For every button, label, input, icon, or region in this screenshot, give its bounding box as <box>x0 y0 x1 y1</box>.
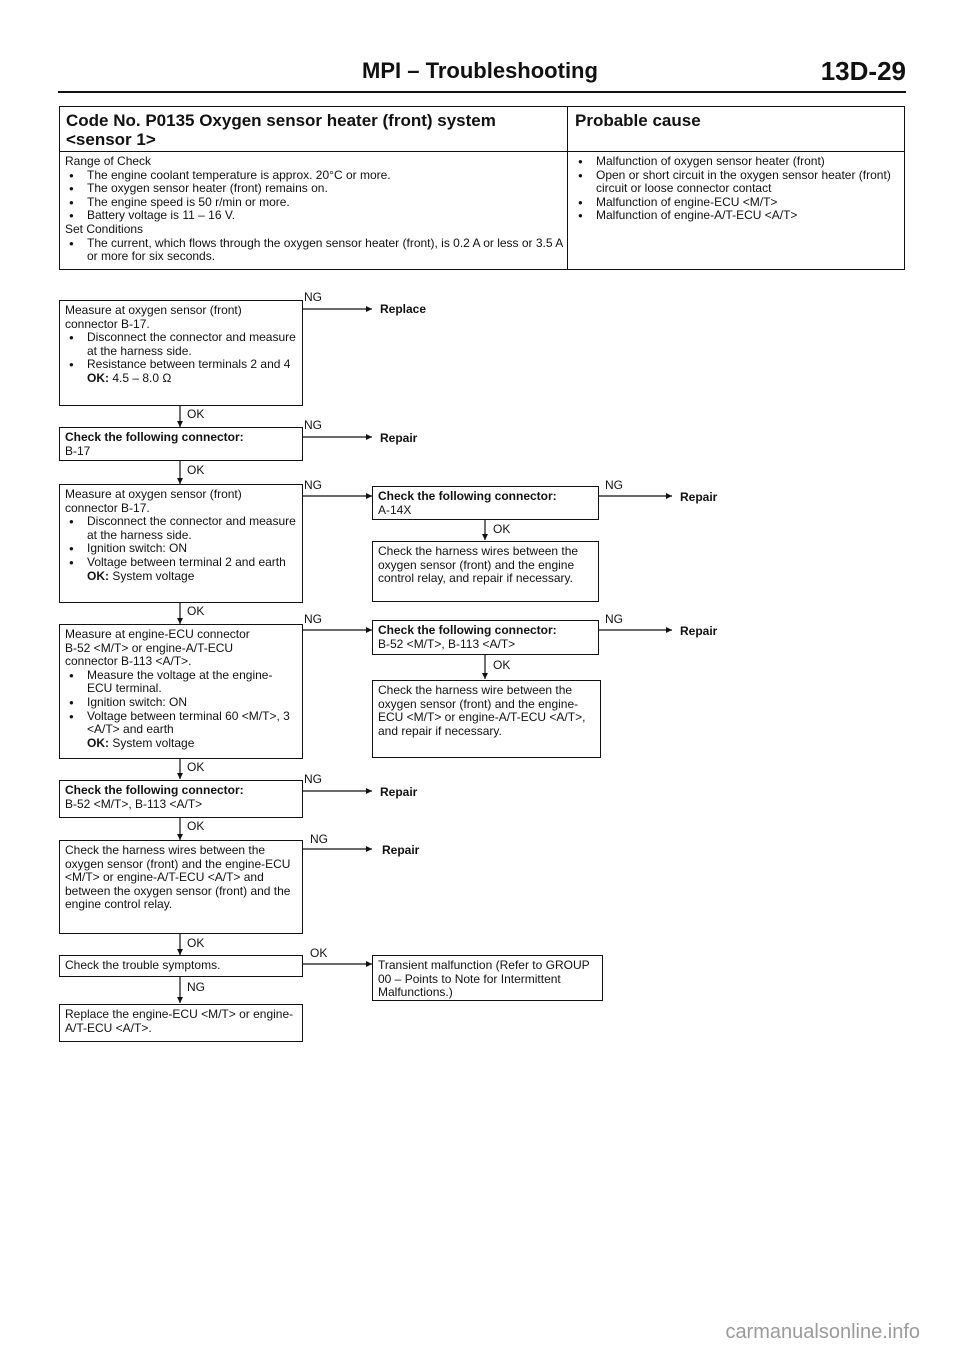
step-bullet: ● Disconnect the connector and measure at the harness side. <box>65 515 297 542</box>
step-measure-engine-ecu-voltage <box>59 624 303 759</box>
step-text: Measure at engine-ECU connector <box>65 627 250 641</box>
action-repair: Repair <box>382 843 420 857</box>
ok-label: OK <box>187 819 205 833</box>
step-text: Check the harness wire between the oxygen sensor (front) and the engine-ECU <M/T> or engine-A/T-ECU <A/T>, and repair if necessary. <box>378 683 586 738</box>
ok-criteria-value: 4.5 – 8.0 Ω <box>112 370 172 385</box>
range-item: ● The oxygen sensor heater (front) remains on. <box>65 182 563 196</box>
step-check-connector-b52-b113-main <box>59 780 303 818</box>
ok-criteria-label: OK: <box>87 370 109 385</box>
ng-label: NG <box>304 290 322 304</box>
step-title: Check the following connector: <box>65 430 244 444</box>
step-value: A-14X <box>378 502 412 517</box>
ng-label: NG <box>304 478 322 492</box>
step-measure-oxygen-sensor-resistance <box>59 300 303 406</box>
ng-label: NG <box>304 612 322 626</box>
range-heading: Range of Check <box>65 154 152 168</box>
step-check-harness-sensor-relay <box>372 541 599 602</box>
step-text: Check the harness wires between the oxygen sensor (front) and the engine-ECU <M/T> or engine-A/T-ECU <A/T> and between the oxygen sensor (front) and the engine control relay. <box>65 843 291 912</box>
step-bullet: ● Disconnect the connector and measure at the harness side. <box>65 331 297 358</box>
step-bullet: ● Measure the voltage at the engine-ECU terminal. <box>65 669 297 696</box>
step-bullet: ● Ignition switch: ON <box>65 696 297 710</box>
step-value: B-17 <box>65 443 91 458</box>
ok-label: OK <box>187 604 205 618</box>
step-title: Check the following connector: <box>65 783 244 797</box>
range-item: ● The engine speed is 50 r/min or more. <box>65 196 563 210</box>
ng-label: NG <box>304 418 322 432</box>
ok-criteria-label: OK: <box>87 568 109 583</box>
step-bullet: ● Voltage between terminal 2 and earth <box>65 556 297 570</box>
step-text: connector B-113 <A/T>. <box>65 654 192 669</box>
step-value: B-52 <M/T>, B-113 <A/T> <box>65 796 203 811</box>
step-title: Check the following connector: <box>378 623 557 637</box>
step-value: B-52 <M/T>, B-113 <A/T> <box>378 636 516 651</box>
step-title: Check the following connector: <box>378 489 557 503</box>
step-text: Check the trouble symptoms. <box>65 958 221 972</box>
ng-label: NG <box>187 980 205 994</box>
step-bullet: ● Resistance between terminals 2 and 4 <box>65 358 297 372</box>
ok-label: OK <box>187 407 205 421</box>
step-text: Replace the engine-ECU <M/T> or engine-A/T-ECU <A/T>. <box>65 1007 294 1035</box>
ok-label: OK <box>310 946 328 960</box>
ng-label: NG <box>304 772 322 786</box>
step-check-connector-b52-b113 <box>372 620 599 655</box>
cause-item: ● Malfunction of engine-A/T-ECU <A/T> <box>574 209 899 223</box>
action-repair: Repair <box>380 785 418 799</box>
step-text: Measure at oxygen sensor (front) <box>65 487 242 501</box>
cause-heading: Probable cause <box>575 111 701 130</box>
step-check-trouble-symptoms <box>59 955 303 977</box>
step-bullet: ● Voltage between terminal 60 <M/T>, 3 <A/T> and earth <box>65 710 297 737</box>
step-replace-ecu <box>59 1004 303 1042</box>
step-measure-oxygen-sensor-voltage <box>59 484 303 603</box>
step-bullet: ● Ignition switch: ON <box>65 542 297 556</box>
page-number: 13D-29 <box>820 56 906 86</box>
step-text: Check the harness wires between the oxygen sensor (front) and the engine control relay, and repair if necessary. <box>378 544 579 586</box>
code-title: Code No. P0135 Oxygen sensor heater (front) system <sensor 1> <box>66 111 496 149</box>
range-item: ● Battery voltage is 11 – 16 V. <box>65 209 563 223</box>
watermark: carmanualsonline.info <box>725 1321 920 1343</box>
ok-label: OK <box>493 658 511 672</box>
step-transient-malfunction <box>372 955 603 1001</box>
range-item: ● The engine coolant temperature is approx. 20°C or more. <box>65 169 563 183</box>
step-check-harness-sensor-ecu <box>372 680 601 758</box>
step-text: connector B-17. <box>65 316 150 331</box>
set-item: ● The current, which flows through the oxygen sensor heater (front), is 0.2 A or less or 3.5 A or more for six seconds. <box>65 237 563 264</box>
step-text: Measure at oxygen sensor (front) <box>65 303 242 317</box>
step-text: Transient malfunction (Refer to GROUP 00 – Points to Note for Intermittent Malfunctions.) <box>378 958 590 1000</box>
ok-label: OK <box>187 936 205 950</box>
ok-criteria-label: OK: <box>87 735 109 750</box>
step-check-harness-sensor-ecu-relay <box>59 840 303 934</box>
action-repair: Repair <box>680 490 718 504</box>
action-replace: Replace <box>380 302 427 316</box>
ok-label: OK <box>493 522 511 536</box>
ok-label: OK <box>187 760 205 774</box>
set-heading: Set Conditions <box>65 221 144 236</box>
ng-label: NG <box>605 478 623 492</box>
ng-label: NG <box>310 832 328 846</box>
action-repair: Repair <box>380 431 418 445</box>
cause-item: ● Malfunction of engine-ECU <M/T> <box>574 196 899 210</box>
step-check-connector-b17 <box>59 427 303 461</box>
ok-criteria-value: System voltage <box>112 568 195 583</box>
step-check-connector-a14x <box>372 486 599 520</box>
ok-criteria-value: System voltage <box>112 735 195 750</box>
action-repair: Repair <box>680 624 718 638</box>
cause-item: ● Malfunction of oxygen sensor heater (front) <box>574 155 899 169</box>
cause-item: ● Open or short circuit in the oxygen sensor heater (front) circuit or loose connector contact <box>574 169 899 196</box>
step-text: B-52 <M/T> or engine-A/T-ECU <box>65 640 234 655</box>
page-title: MPI – Troubleshooting <box>362 58 598 83</box>
ok-label: OK <box>187 463 205 477</box>
ng-label: NG <box>605 612 623 626</box>
step-text: connector B-17. <box>65 500 150 515</box>
